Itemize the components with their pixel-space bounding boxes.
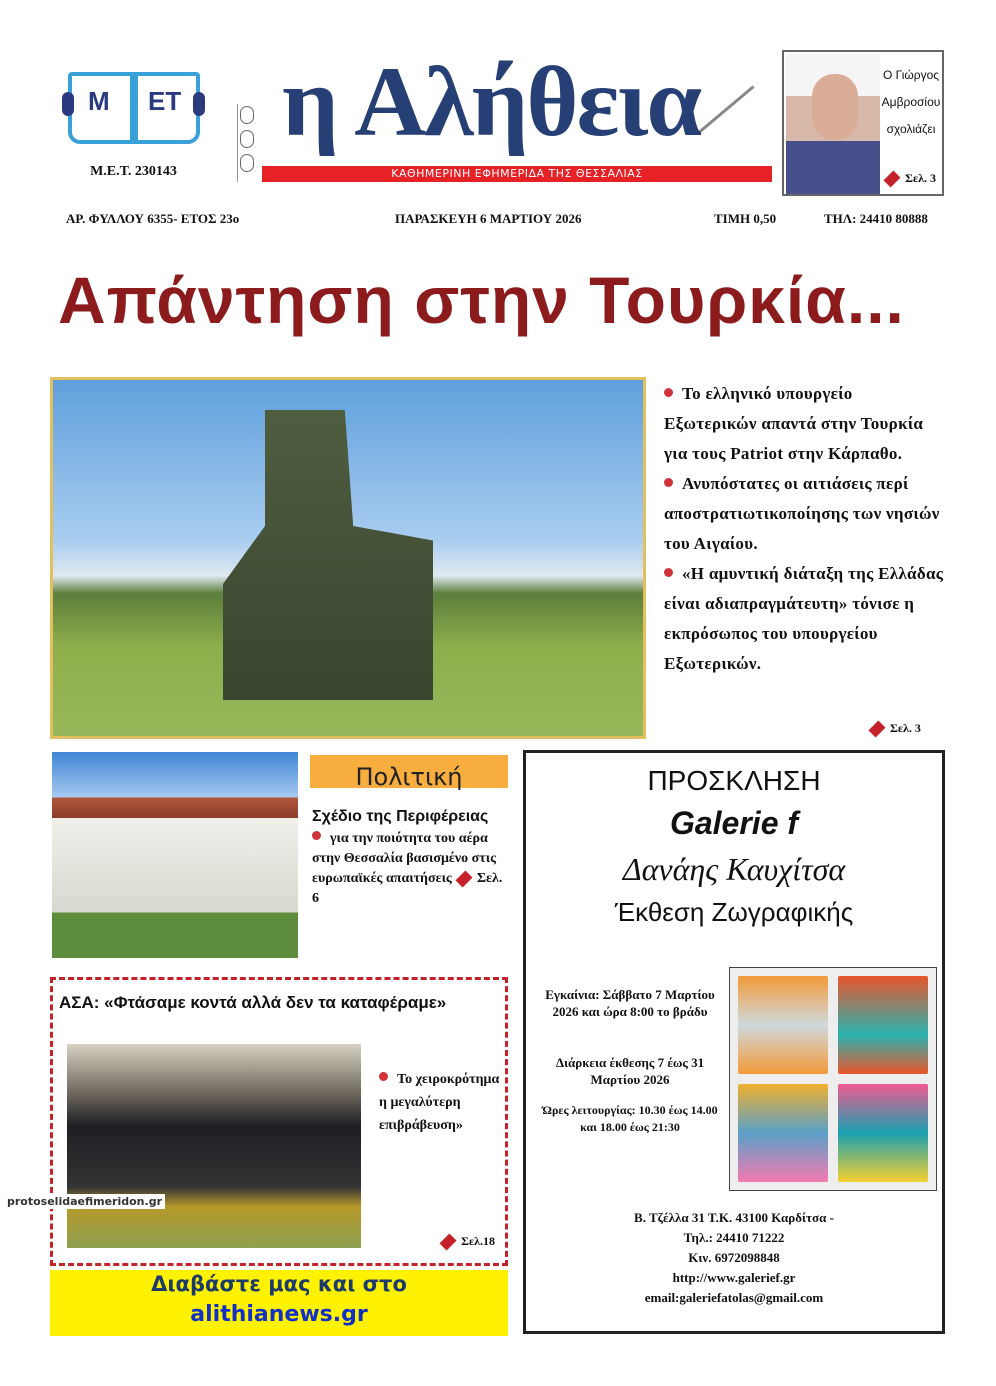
newspaper-title: η Αλήθεια (282, 46, 701, 157)
exhibition-ad[interactable]: ΠΡΟΣΚΛΗΣΗ Galerie f Δανάης Καυχίτσα Έκθεση Ζωγραφικής Εγκαίνια: Σάββατο 7 Μαρτίου 2026 και ώρα 8:00 το βράδυ Διάρκεια έκθεσης 7 έως 31 Μαρτίου 2026 Ώρες λειτουργίας: 10.30 έως 14.00 και 18.00 έως 21:30 Β. Τζέλλα 31 Τ.Κ. 43100 Καρδίτσα - Τηλ.: 24410 71222 Κιν. 6972098848 http://www.galerief.gr email:galeriefatolas@gmail.com (523, 750, 945, 1334)
met-logo: Μ ΕΤ (62, 66, 205, 150)
website-promo[interactable]: Διαβάστε μας και στο alithianews.gr (50, 1270, 508, 1336)
main-story-text (664, 379, 949, 679)
columnist-photo (786, 54, 880, 194)
section-label-politics: Πολιτική (310, 755, 508, 788)
website-link[interactable]: alithianews.gr (190, 1302, 368, 1327)
paintings-photo (729, 967, 937, 1191)
diamond-icon (884, 171, 901, 188)
diamond-icon (869, 721, 886, 738)
patriot-photo[interactable] (50, 377, 646, 739)
gallery-email[interactable]: email:galeriefatolas@gmail.com (644, 1290, 824, 1305)
main-headline[interactable]: Απάντηση στην Τουρκία... (58, 263, 905, 337)
story-bullet: Ανυπόστατες οι αιτιάσεις περί αποστρατιωτικοποίησης των νησιών του Αιγαίου. (664, 474, 940, 553)
columnist-box[interactable] (782, 50, 944, 196)
artist-name: Δανάης Καυχίτσα (622, 851, 846, 887)
story-bullet: «Η αμυντική διάταξη της Ελλάδας είναι αδιαπραγμάτευτη» τόνισε η εκπρόσωπος του υπουργείου Εξωτερικών. (664, 564, 944, 673)
issue-date: ΠΑΡΑΣΚΕΥΗ 6 ΜΑΡΤΙΟΥ 2026 (395, 211, 582, 226)
sports-box[interactable]: ΑΣΑ: «Φτάσαμε κοντά αλλά δεν τα καταφέραμε» Το χειροκρότημα η μεγαλύτερη επιβράβευση» Σελ.18 (50, 977, 508, 1266)
phone: ΤΗΛ: 24410 80888 (824, 211, 928, 226)
politics-story[interactable]: Σχέδιο της Περιφέρειας για την ποιότητα του αέρα στην Θεσσαλία βασισμένο στις ευρωπαϊκές απαιτήσεις Σελ. 6 (312, 805, 510, 909)
columnist-name: Ο Γιώργος Αμβροσίου σχολιάζει (881, 68, 941, 136)
stadium-photo (67, 1044, 361, 1248)
diamond-icon (440, 1234, 457, 1251)
newspaper-subtitle: ΚΑΘΗΜΕΡΙΝΗ ΕΦΗΜΕΡΙΔΑ ΤΗΣ ΘΕΣΣΑΛΙΑΣ (262, 166, 772, 182)
gallery-url[interactable]: http://www.galerief.gr (672, 1270, 796, 1285)
issue-number: ΑΡ. ΦΥΛΛΟΥ 6355- ΕΤΟΣ 23ο (66, 211, 240, 226)
main-story-page-ref[interactable]: Σελ. 3 (872, 721, 921, 736)
watermark: protoselidaefimeridon.gr (4, 1194, 165, 1209)
gallery-name: Galerie f (669, 805, 799, 841)
price: ΤΙΜΗ 0,50 (714, 211, 777, 226)
sports-headline: ΑΣΑ: «Φτάσαμε κοντά αλλά δεν τα καταφέραμε» (59, 993, 447, 1012)
region-building-photo[interactable] (52, 752, 298, 958)
story-bullet: Το ελληνικό υπουργείο Εξωτερικών απαντά στην Τουρκία για τους Patriot στην Κάρπαθο. (664, 384, 924, 463)
certification-logos (237, 104, 255, 182)
page-ref: Σελ. 3 (905, 171, 936, 185)
diamond-icon (455, 870, 472, 887)
met-number: Μ.Ε.Τ. 230143 (90, 164, 177, 179)
politics-title: Σχέδιο της Περιφέρειας (312, 808, 489, 825)
